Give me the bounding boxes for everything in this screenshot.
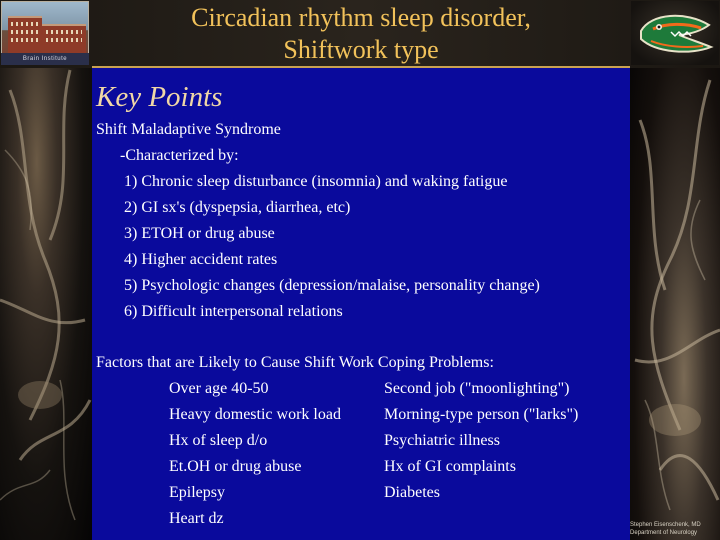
coping-problems-title: Factors that are Likely to Cause Shift Work Coping Problems:: [96, 354, 494, 371]
list-item: Psychiatric illness: [384, 432, 500, 449]
list-item: Epilepsy: [169, 484, 225, 501]
list-item: Hx of GI complaints: [384, 458, 516, 475]
list-item: Morning-type person ("larks"): [384, 406, 579, 423]
left-neuron-image: [0, 0, 92, 540]
slide-title: [92, 2, 630, 66]
list-item: 3) ETOH or drug abuse: [124, 225, 275, 242]
right-neuron-image: [630, 0, 720, 540]
list-item: 6) Difficult interpersonal relations: [124, 303, 343, 320]
list-item: 4) Higher accident rates: [124, 251, 278, 268]
section1-subtitle: -Characterized by:: [120, 147, 239, 164]
shift-maladaptive-section: [96, 117, 540, 325]
section1-title: Shift Maladaptive Syndrome: [96, 121, 281, 138]
photo-caption: Brain Institute: [1, 53, 89, 65]
list-item: 1) Chronic sleep disturbance (insomnia) and waking fatigue: [124, 173, 508, 190]
credit-line-2: Department of Neurology: [630, 530, 698, 536]
list-item: Heart dz: [169, 510, 224, 527]
list-item: Over age 40-50: [169, 380, 269, 397]
list-item: Diabetes: [384, 484, 440, 501]
author-credit: [630, 521, 720, 537]
list-item: Heavy domestic work load: [169, 406, 341, 423]
factors-column-2: [384, 376, 578, 506]
credit-line-1: Stephen Eisenschenk, MD: [630, 522, 701, 528]
factors-column-1: [169, 376, 341, 532]
title-line-1: Circadian rhythm sleep disorder,: [191, 3, 531, 32]
gator-logo-icon: [631, 1, 719, 65]
list-item: Second job ("moonlighting"): [384, 380, 570, 397]
list-item: Et.OH or drug abuse: [169, 458, 302, 475]
list-item: 2) GI sx's (dyspepsia, diarrhea, etc): [124, 199, 351, 216]
title-line-2: Shiftwork type: [283, 35, 439, 64]
key-points-heading: Key Points: [96, 81, 223, 113]
list-item: Hx of sleep d/o: [169, 432, 268, 449]
list-item: 5) Psychologic changes (depression/malaise, personality change): [124, 277, 540, 294]
